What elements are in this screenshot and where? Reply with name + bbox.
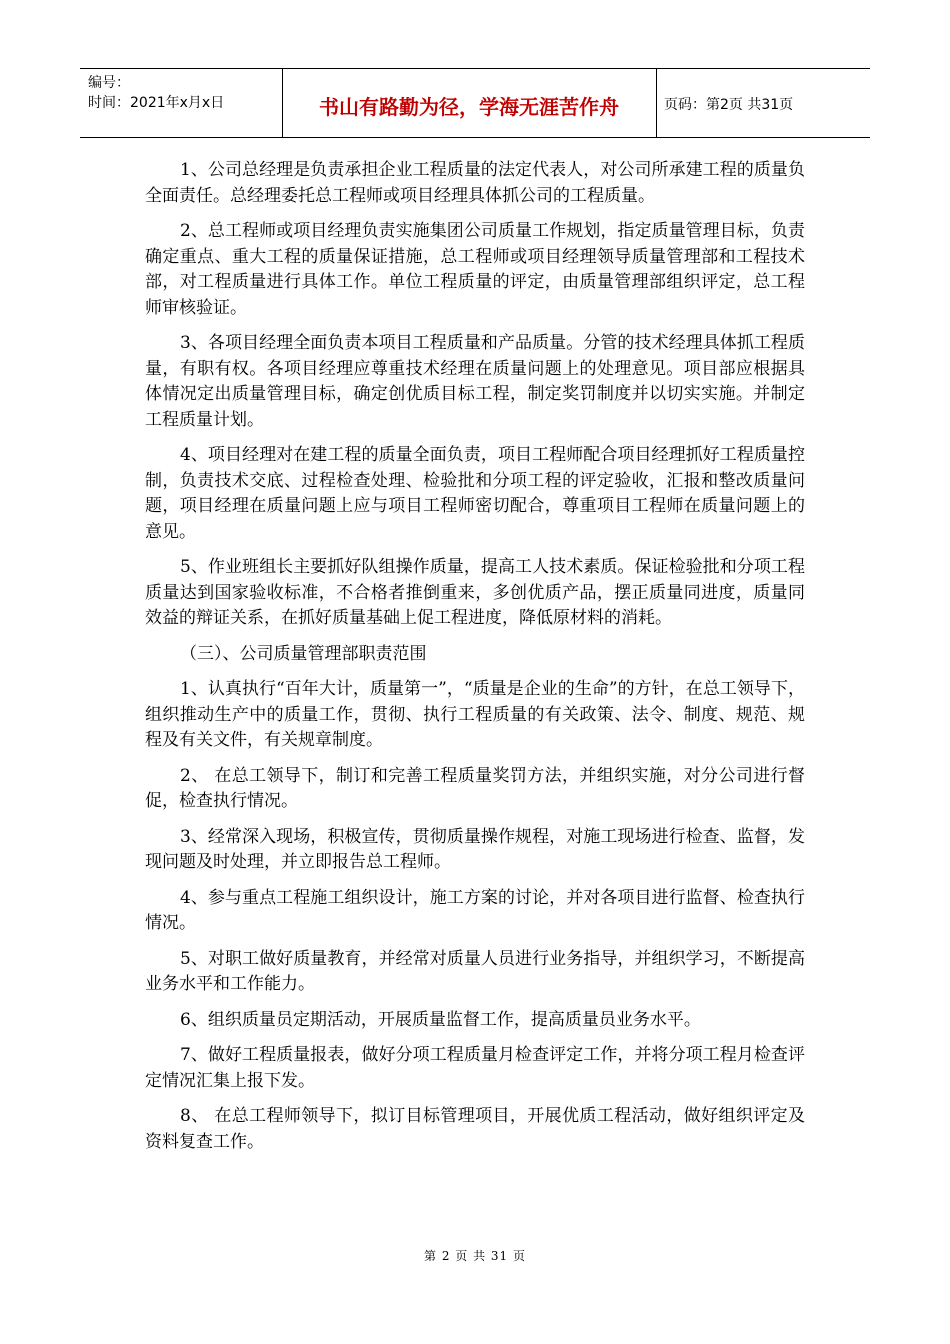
paragraph: 1、公司总经理是负责承担企业工程质量的法定代表人，对公司所承建工程的质量负全面责任。总经理委托总工程师或项目经理具体抓公司的工程质量。 (145, 160, 805, 206)
header-left-cell (80, 69, 283, 137)
section-heading: （三）、公司质量管理部职责范围 (180, 643, 427, 664)
paragraph: 5、对职工做好质量教育，并经常对质量人员进行业务指导，并组织学习，不断提高业务水平和工作能力。 (145, 948, 805, 994)
paragraph: 7、做好工程质量报表，做好分项工程质量月检查评定工作，并将分项工程月检查评定情况汇集上报下发。 (145, 1045, 805, 1091)
paragraph: 8、 在总工程师领导下，拟订目标管理项目，开展优质工程活动，做好组织评定及资料复查工作。 (145, 1106, 805, 1152)
header-right-cell (656, 69, 870, 137)
page-footer: 第 2 页 共 31 页 (424, 1249, 526, 1263)
document-body (145, 158, 805, 1165)
header-middle-cell (282, 69, 657, 137)
document-date-label: 时间：2021年x月x日 (88, 95, 225, 111)
paragraph: 1、认真执行“百年大计，质量第一”，“质量是企业的生命”的方针，在总工领导下，组织推动生产中的质量工作，贯彻、执行工程质量的有关政策、法令、制度、规范、规程及有关文件，有关规章制度。 (145, 679, 805, 750)
page-header (80, 68, 870, 138)
paragraph: 4、参与重点工程施工组织设计，施工方案的讨论，并对各项目进行监督、检查执行情况。 (145, 887, 805, 933)
document-number-label: 编号： (88, 75, 130, 91)
header-page-label: 页码：第2页 共31页 (664, 97, 794, 113)
paragraph: 5、作业班组长主要抓好队组操作质量，提高工人技术素质。保证检验批和分项工程质量达到国家验收标准，不合格者推倒重来，多创优质产品，摆正质量同进度，质量同效益的辩证关系，在抓好质量基础上促工程进度，降低原材料的消耗。 (145, 557, 805, 628)
paragraph: 3、各项目经理全面负责本项目工程质量和产品质量。分管的技术经理具体抓工程质量，有职有权。各项目经理应尊重技术经理在质量问题上的处理意见。项目部应根据具体情况定出质量管理目标，确定创优质目标工程，制定奖罚制度并以切实实施。并制定工程质量计划。 (145, 333, 805, 430)
paragraph: 3、经常深入现场，积极宣传，贯彻质量操作规程，对施工现场进行检查、监督，发现问题及时处理，并立即报告总工程师。 (145, 826, 805, 872)
paragraph: 6、组织质量员定期活动，开展质量监督工作，提高质量员业务水平。 (180, 1009, 701, 1030)
paragraph: 4、项目经理对在建工程的质量全面负责，项目工程师配合项目经理抓好工程质量控制，负责技术交底、过程检查处理、检验批和分项工程的评定验收，汇报和整改质量问题，项目经理在质量问题上应与项目工程师密切配合，尊重项目工程师在质量问题上的意见。 (145, 445, 805, 542)
paragraph: 2、 在总工领导下，制订和完善工程质量奖罚方法，并组织实施，对分公司进行督促，检查执行情况。 (145, 765, 805, 811)
paragraph: 2、总工程师或项目经理负责实施集团公司质量工作规划，指定质量管理目标，负责确定重点、重大工程的质量保证措施，总工程师或项目经理领导质量管理部和工程技术部，对工程质量进行具体工作。单位工程质量的评定，由质量管理部组织评定，总工程师审核验证。 (145, 221, 805, 318)
header-motto: 书山有路勤为径，学海无涯苦作舟 (319, 95, 619, 119)
